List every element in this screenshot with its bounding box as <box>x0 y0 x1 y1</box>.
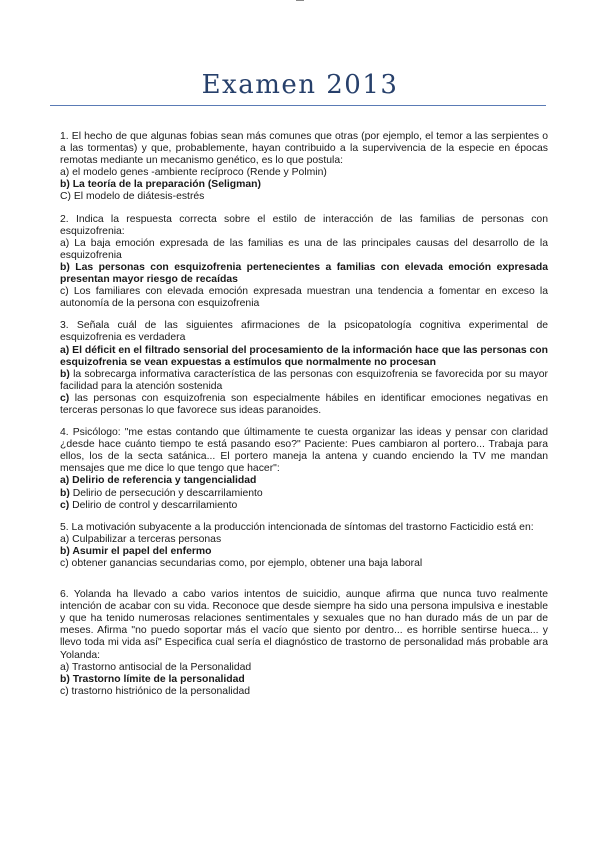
page-top-mark <box>296 0 304 1</box>
answer-option-b: b) la sobrecarga informativa característica de las personas con esquizofrenia se favorecida por su mayor facilidad para la atención sostenida <box>60 368 549 392</box>
exam-questions <box>60 131 548 708</box>
answer-option-c: c) trastorno histriónico de la personalidad <box>60 685 251 697</box>
answer-option-a: a) el modelo genes -ambiente recíproco (Rende y Polmin) <box>60 167 327 179</box>
answer-option-a: a) Trastorno antisocial de la Personalidad <box>60 661 252 673</box>
answer-option-b: b) Trastorno límite de la personalidad <box>60 673 245 685</box>
question-2 <box>60 214 548 311</box>
answer-option-c: C) El modelo de diátesis-estrés <box>60 191 205 203</box>
question-text: 4. Psicólogo: "me estas contando que últimamente te cuesta organizar las ideas y pensar con claridad ¿desde hace cuánto tiempo te está pasando eso?" Paciente: Pues cambiaron al portero... Trabaja para ellos, los de la secta satánica... El portero maneja la antena y cuando enciendo la TV me mandan mensajes que me dice lo que tengo que hacer": <box>60 427 548 475</box>
answer-option-c: c) Delirio de control y descarrilamiento <box>60 499 238 511</box>
answer-option-c: c) Los familiares con elevada emoción expresada muestran una tendencia a fomentar en exceso la autonomía de la persona con esquizofrenia <box>60 286 548 310</box>
answer-option-b: b) La teoría de la preparación (Seligman) <box>60 179 261 191</box>
question-text: 3. Señala cuál de las siguientes afirmaciones de la psicopatología cognitiva experimental de esquizofrenia es verdadera <box>60 320 548 344</box>
answer-option-a: a) Culpabilizar a terceras personas <box>60 533 222 545</box>
answer-option-a: a) Delirio de referencia y tangencialidad <box>60 475 257 487</box>
question-5 <box>60 522 548 570</box>
question-3 <box>60 320 548 417</box>
answer-option-c: c) las personas con esquizofrenia son especialmente hábiles en identificar emociones negativas en terceras personas lo que favorece sus ideas paranoides. <box>60 392 548 416</box>
question-text: 1. El hecho de que algunas fobias sean más comunes que otras (por ejemplo, el temor a las serpientes o a las tormentas) y que, probablemente, hayan contribuido a la supervivencia de la especie en épocas remotas mediante un mecanismo genético, es lo que postula: <box>60 131 548 167</box>
answer-option-b: b) Las personas con esquizofrenia pertenecientes a familias con elevada emoción expresada presentan mayor riesgo de recaídas <box>60 261 548 286</box>
question-6 <box>60 589 548 698</box>
answer-option-b: b) Asumir el papel del enfermo <box>60 545 212 557</box>
page-title: Examen 2013 <box>201 70 399 100</box>
question-text: 2. Indica la respuesta correcta sobre el estilo de interacción de las familias de personas con esquizofrenia: <box>60 213 548 237</box>
answer-option-a: a) El déficit en el filtrado sensorial del procesamiento de la información hace que las personas con esquizofrenia se vean expuestas a estímulos que normalmente no procesan <box>60 344 548 368</box>
answer-option-a: a) La baja emoción expresada de las familias es una de las principales causas del desarrollo de la esquizofrenia <box>60 237 548 261</box>
question-4 <box>60 427 548 512</box>
title-underline <box>50 105 546 106</box>
question-text: 5. La motivación subyacente a la producción intencionada de síntomas del trastorno Facticidio está en: <box>60 521 534 533</box>
question-text: 6. Yolanda ha llevado a cabo varios intentos de suicidio, aunque afirma que nunca tuvo realmente intención de acabar con su vida. Reconoce que desde siempre ha sido una persona impulsiva e inestable y que ha tenido numerosas relaciones sentimentales y sexuales que no han durado más de un par de meses. Afirma "no puedo soportar más el vacío que siento por dentro... es horrible sentirse hueca... y llevo toda mi vida así" Especifica cual sería el diagnóstico de trastorno de personalidad más probable ara Yolanda: <box>60 589 548 661</box>
question-1 <box>60 131 548 204</box>
answer-option-b: b) Delirio de persecución y descarrilamiento <box>60 487 263 499</box>
answer-option-c: c) obtener ganancias secundarias como, por ejemplo, obtener una baja laboral <box>60 558 423 569</box>
